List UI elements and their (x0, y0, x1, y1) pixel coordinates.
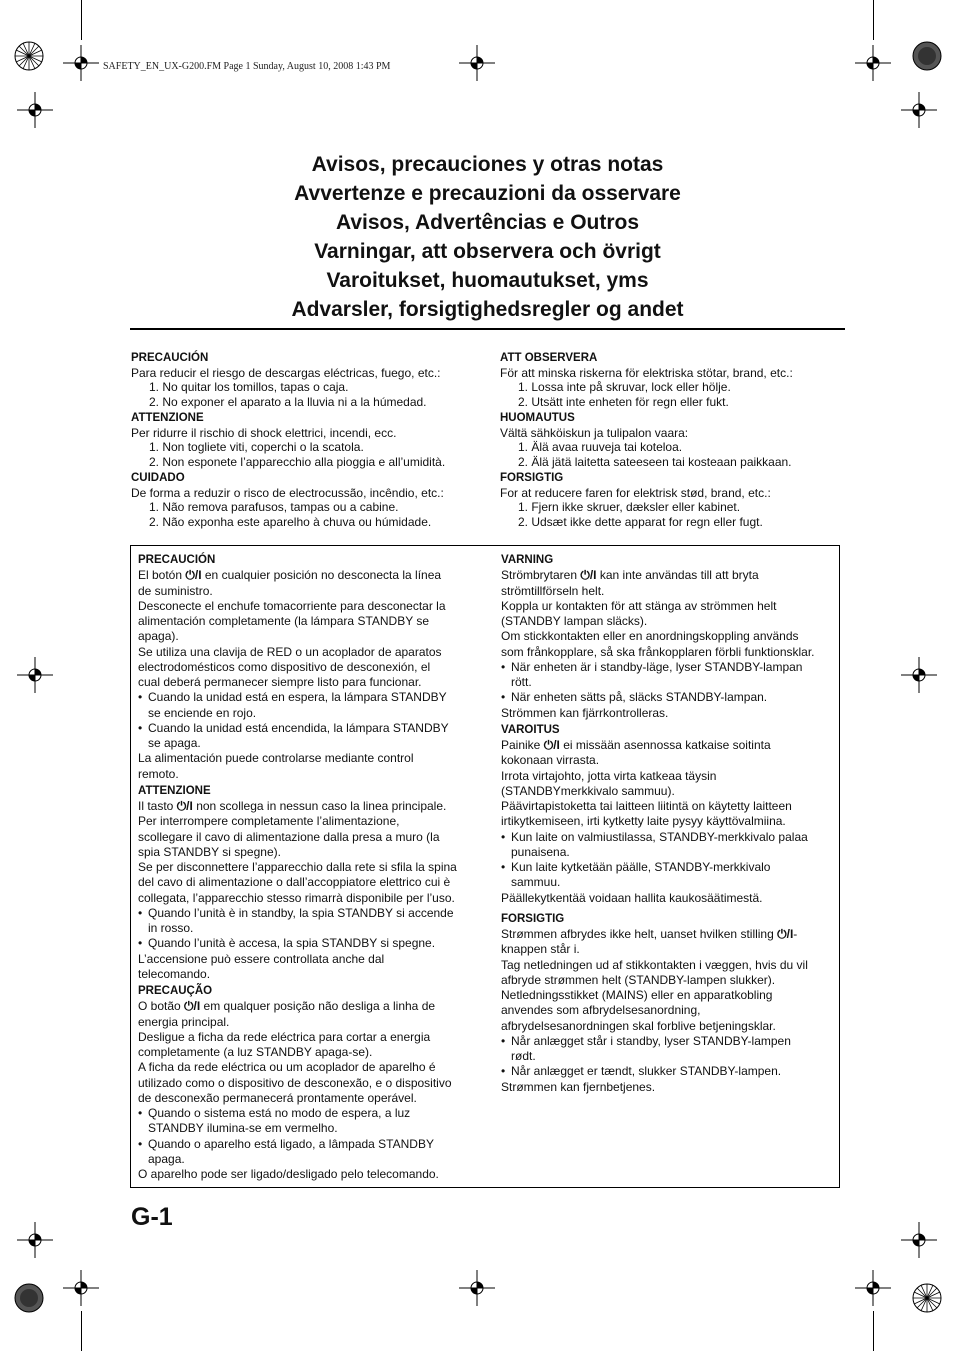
box-sv-line: som frånkopplare, så ska frånkopplaren förbli funktionsklar. (501, 644, 815, 659)
box-da-line1a: Strømmen afbrydes ikke helt, uanset hvilken stilling (501, 927, 778, 941)
title-fi: Varoitukset, huomautukset, yms (326, 269, 649, 292)
box-fi-line: kokonaan virrasta. (501, 753, 600, 768)
page-number: G-1 (131, 1203, 173, 1231)
box-heading-pt: PRECAUÇÃO (138, 985, 213, 997)
box-pt-line: completamente (a luz STANDBY apaga-se). (138, 1045, 373, 1059)
box-sv-line1b: kan inte användas till att bryta (596, 568, 759, 583)
intro-es: Para reducir el riesgo de descargas eléctricas, fuego, etc.: (131, 365, 441, 380)
box-it-bullet-2 (138, 936, 478, 951)
box-da-bullet-1a: • Når anlægget står i standby, lyser STANDBY-lampen (511, 1033, 791, 1048)
item-fi-1: 1. Älä avaa ruuveja tai koteloa. (518, 440, 683, 454)
box-heading-it: ATTENZIONE (138, 784, 211, 797)
box-it-end: telecomando. (138, 966, 211, 981)
box-heading-sv: VARNING (501, 554, 554, 566)
box-it-bullet-2a: • Quando l’unità è accesa, la spia STANDBY si spegne. (148, 936, 436, 951)
registration-circle-top-right-icon (912, 41, 942, 71)
crosshair-middle-left-icon (17, 657, 53, 693)
box-fi-line: (STANDBYmerkkivalo sammuu). (501, 783, 675, 798)
box-sv-line1a: Strömbrytaren (501, 568, 581, 583)
box-it-end: L’accensione può essere controllata anche dal (138, 951, 385, 966)
item-es-1: 1. No quitar los tomillos, tapas o caja. (149, 380, 349, 394)
crosshair-upper-right-icon (901, 92, 937, 128)
item-sv-2: 2. Utsätt inte enheten för regn eller fukt. (518, 394, 729, 409)
box-es-line: apaga). (138, 629, 179, 644)
box-sv-bullet-1b: rött. (511, 675, 532, 689)
box-sv-line: strömtillförseln helt. (501, 583, 605, 598)
registration-circle-bottom-right-icon (912, 1283, 942, 1313)
box-es-bullet-2b: se apaga. (148, 736, 201, 750)
item-da-1: 1. Fjern ikke skruer, dæksler eller kabinet. (518, 500, 741, 514)
box-it-bullet-1a: • Quando l’unità è in standby, la spia STANDBY si accende (148, 905, 454, 920)
box-pt-line: de desconexão permanecerá prontamente operável. (138, 1090, 417, 1105)
box-it-line: Per interrompere completamente l’alimentazione, (138, 814, 400, 829)
title-es: Avisos, precauciones y otras notas (311, 153, 664, 176)
box-fi-bullet-1b: punaisena. (511, 844, 570, 859)
box-fi-line: Irrota virtajohto, jotta virta katkeaa täysin (501, 768, 717, 783)
box-es-line: de suministro. (138, 583, 213, 598)
box-da-line: Netledningsstikket (MAINS) eller en apparatkobling (501, 988, 773, 1002)
box-pt-line: Desligue a ficha da rede eléctrica para cortar a energia (138, 1029, 431, 1044)
box-es-bullet-1b: se enciende en rojo. (148, 705, 257, 720)
title-divider (130, 328, 845, 330)
box-pt-end: O aparelho pode ser ligado/desligado pelo telecomando. (138, 1167, 439, 1181)
box-heading-da: FORSIGTIG (501, 912, 565, 925)
box-da-line: anvendes som afbrydelsesanordning, (501, 1003, 701, 1018)
item-pt-1: 1. Não remova parafusos, tampas ou a cabine. (149, 500, 399, 514)
box-es-bullet-1a: • Cuando la unidad está en espera, la lámpara STANDBY (148, 690, 447, 705)
title-pt: Avisos, Advertências e Outros (335, 211, 640, 234)
box-fi-line: Päävirtapistoketta tai laitteen liitintä on käytetty laitteen (501, 799, 792, 813)
box-heading-fi: VAROITUS (501, 723, 560, 736)
box-sv-bullet-2 (501, 690, 836, 705)
item-fi-2: 2. Älä jätä laitetta sateeseen tai kosteaan paikkaan. (518, 454, 792, 469)
box-fi-end: Päällekytkentää voidaan hallita kaukosäätimestä. (501, 890, 763, 905)
box-da-line1b: - (793, 927, 798, 941)
box-it-line1b: non scollega in nessun caso la linea principale. (192, 799, 447, 813)
heading-fi: HUOMAUTUS (500, 412, 575, 424)
box-heading-es: PRECAUCIÓN (138, 554, 216, 566)
box-it-line: Se per disconnettere l’apparecchio dalla rete si sfila la spina (138, 860, 457, 874)
warnings-right-column (500, 349, 845, 529)
box-es-bullet-1 (138, 690, 478, 721)
title-it: Avvertenze e precauzioni da osservare (294, 182, 681, 205)
box-es-line: cual deberá permanecer siempre listo para funcionar. (138, 675, 422, 689)
box-es-end: remoto. (138, 766, 179, 781)
box-da-line: Tag netledningen ud af stikkontakten i væggen, hvis du vil (501, 957, 808, 972)
box-pt-line: utilizado como o dispositivo de desconexão, e o dispositivo (138, 1075, 452, 1090)
box-sv-line: Om stickkontakten eller en anordningskoppling används (501, 629, 799, 644)
box-fi-bullet-1 (501, 830, 836, 861)
item-es-2: 2. No exponer el aparato a la lluvia ni a la húmedad. (149, 394, 427, 409)
crosshair-top-center-icon (459, 45, 495, 81)
box-pt-line: energia principal. (138, 1014, 230, 1029)
box-fi-bullet-2b: sammuu. (511, 875, 561, 890)
standby-right-column (501, 551, 836, 1095)
trim-line-bottom-left-v (81, 1311, 82, 1351)
box-es-bullet-2 (138, 721, 478, 752)
box-fi-bullet-2 (501, 860, 836, 891)
trim-line-top-right-v (873, 0, 874, 40)
standby-left-column (138, 551, 478, 1182)
box-pt-line1b: em qualquer posição não desliga a linha de (200, 999, 436, 1014)
power-standby-icon: ⏻/I (185, 568, 202, 583)
box-da-line: knappen står i. (501, 942, 580, 957)
box-pt-bullet-2b: apaga. (148, 1151, 185, 1166)
title-da: Advarsler, forsigtighedsregler og andet (291, 298, 684, 321)
intro-pt: De forma a reduzir o risco de electrocussão, incêndio, etc.: (131, 485, 444, 500)
box-sv-bullet-1a: • När enheten är i standby-läge, lyser STANDBY-lampan (511, 659, 803, 674)
box-sv-bullet-1 (501, 660, 836, 691)
warnings-left-column (131, 349, 481, 529)
box-pt-bullet-2a: • Quando o aparelho está ligado, a lâmpada STANDBY (148, 1136, 434, 1151)
box-da-bullet-2a: • Når anlægget er tændt, slukker STANDBY-lampen. (511, 1064, 782, 1079)
box-pt-bullet-1 (138, 1106, 478, 1137)
box-sv-line: (STANDBY lampan släcks). (501, 614, 648, 628)
power-standby-icon: ⏻/I (176, 799, 193, 813)
box-es-line: Desconecte el enchufe tomacorriente para desconectar la (138, 598, 446, 613)
box-pt-bullet-1b: STANDBY ilumina-se em vermelho. (148, 1121, 338, 1136)
crosshair-top-right-icon (855, 45, 891, 81)
heading-pt: CUIDADO (131, 472, 185, 484)
intro-da: For at reducere faren for elektrisk stød, brand, etc.: (500, 485, 771, 500)
title-sv: Varningar, att observera och övrigt (314, 240, 661, 263)
box-da-bullet-1b: rødt. (511, 1049, 536, 1063)
box-es-end: La alimentación puede controlarse mediante control (138, 751, 414, 766)
registration-circle-bottom-left-icon (14, 1283, 44, 1313)
heading-sv: ATT OBSERVERA (500, 352, 598, 364)
item-da-2: 2. Udsæt ikke dette apparat for regn eller fugt. (518, 514, 763, 529)
registration-circle-top-left-icon (14, 41, 44, 71)
box-pt-bullet-2 (138, 1137, 478, 1168)
power-standby-icon: ⏻/I (184, 999, 201, 1014)
file-header: SAFETY_EN_UX-G200.FM Page 1 Sunday, August 10, 2008 1:43 PM (103, 61, 391, 72)
box-es-line1a: El botón (138, 568, 186, 583)
box-pt-bullet-1a: • Quando o sistema está no modo de espera, a luz (148, 1106, 411, 1120)
box-da-line: afbrydelsesanordningen skal forblive betjeningsklar. (501, 1018, 776, 1033)
power-standby-icon: ⏻/I (580, 568, 597, 583)
box-es-line1b: en cualquier posición no desconecta la línea (201, 568, 442, 583)
box-fi-line1b: ei missään asennossa katkaise soitinta (559, 738, 771, 752)
box-it-bullet-1 (138, 906, 478, 937)
box-pt-line1a: O botão (138, 999, 185, 1014)
box-sv-bullet-2a: • När enheten sätts på, släcks STANDBY-lampan. (511, 690, 768, 705)
item-it-1: 1. Non togliete viti, coperchi o la scatola. (149, 440, 364, 454)
box-it-line: collegata, l’apparecchio stesso rimarrà disponibile per l’uso. (138, 890, 455, 905)
box-it-line1a: Il tasto (138, 799, 177, 813)
intro-fi: Vältä sähköiskun ja tulipalon vaara: (500, 425, 689, 440)
trim-line-top-left-v (81, 0, 82, 40)
crosshair-bottom-right-icon (855, 1270, 891, 1306)
box-it-line: scollegare il cavo di alimentazione dalla presa a muro (la (138, 829, 440, 844)
crosshair-top-left-icon (63, 45, 99, 81)
box-it-line: del cavo di alimentazione o dall’accoppiatore elettrico cui è (138, 875, 451, 890)
item-pt-2: 2. Não exponha este aparelho à chuva ou húmidade. (149, 514, 432, 529)
box-da-line: afbryde strømmen helt (STANDBY-lampen slukker). (501, 972, 776, 987)
heading-es: PRECAUCIÓN (131, 352, 209, 364)
title-block (130, 150, 845, 324)
item-sv-1: 1. Lossa inte på skruvar, lock eller hölje. (518, 380, 731, 394)
standby-warning-box (130, 545, 840, 1188)
box-sv-line: Koppla ur kontakten för att stänga av strömmen helt (501, 598, 777, 613)
box-sv-end: Strömmen kan fjärrkontrolleras. (501, 705, 669, 720)
box-es-bullet-2a: • Cuando la unidad está encendida, la lámpara STANDBY (148, 720, 449, 735)
box-it-bullet-1b: in rosso. (148, 921, 194, 935)
box-fi-line: irtikytkemiseen, irti kytketty laite pysyy käyttövalmiina. (501, 814, 786, 829)
box-da-end: Strømmen kan fjernbetjenes. (501, 1079, 656, 1094)
crosshair-upper-left-icon (17, 92, 53, 128)
intro-it: Per ridurre il rischio di shock elettrici, incendi, ecc. (131, 425, 397, 440)
box-da-bullet-2 (501, 1064, 836, 1079)
crosshair-bottom-center-icon (459, 1270, 495, 1306)
box-fi-line1a: Painike (501, 738, 544, 752)
box-da-bullet-1 (501, 1034, 836, 1065)
heading-da: FORSIGTIG (500, 472, 564, 484)
box-es-line: alimentación completamente (la lámpara STANDBY se (138, 614, 430, 628)
box-es-line: Se utiliza una clavija de RED o un acoplador de aparatos (138, 644, 442, 659)
crosshair-middle-right-icon (901, 657, 937, 693)
crosshair-bottom-left-icon (63, 1270, 99, 1306)
box-fi-bullet-2a: • Kun laite kytketään päälle, STANDBY-merkkivalo (511, 860, 771, 874)
box-fi-bullet-1a: • Kun laite on valmiustilassa, STANDBY-merkkivalo palaa (511, 829, 808, 844)
intro-sv: För att minska riskerna för elektriska stötar, brand, etc.: (500, 365, 793, 380)
box-pt-line: A ficha da rede eléctrica ou um acoplador de aparelho é (138, 1060, 436, 1075)
heading-it: ATTENZIONE (131, 412, 204, 424)
item-it-2: 2. Non esponete l’apparecchio alla pioggia e all’umidità. (149, 454, 446, 469)
crosshair-lower-right-icon (901, 1222, 937, 1258)
crosshair-lower-left-icon (17, 1222, 53, 1258)
power-standby-icon: ⏻/I (777, 927, 794, 941)
power-standby-icon: ⏻/I (543, 738, 560, 752)
box-es-line: electrodomésticos como dispositivo de desconexión, el (138, 659, 431, 674)
box-it-line: spia STANDBY si spegne). (138, 844, 281, 859)
trim-line-bottom-right-v (873, 1311, 874, 1351)
